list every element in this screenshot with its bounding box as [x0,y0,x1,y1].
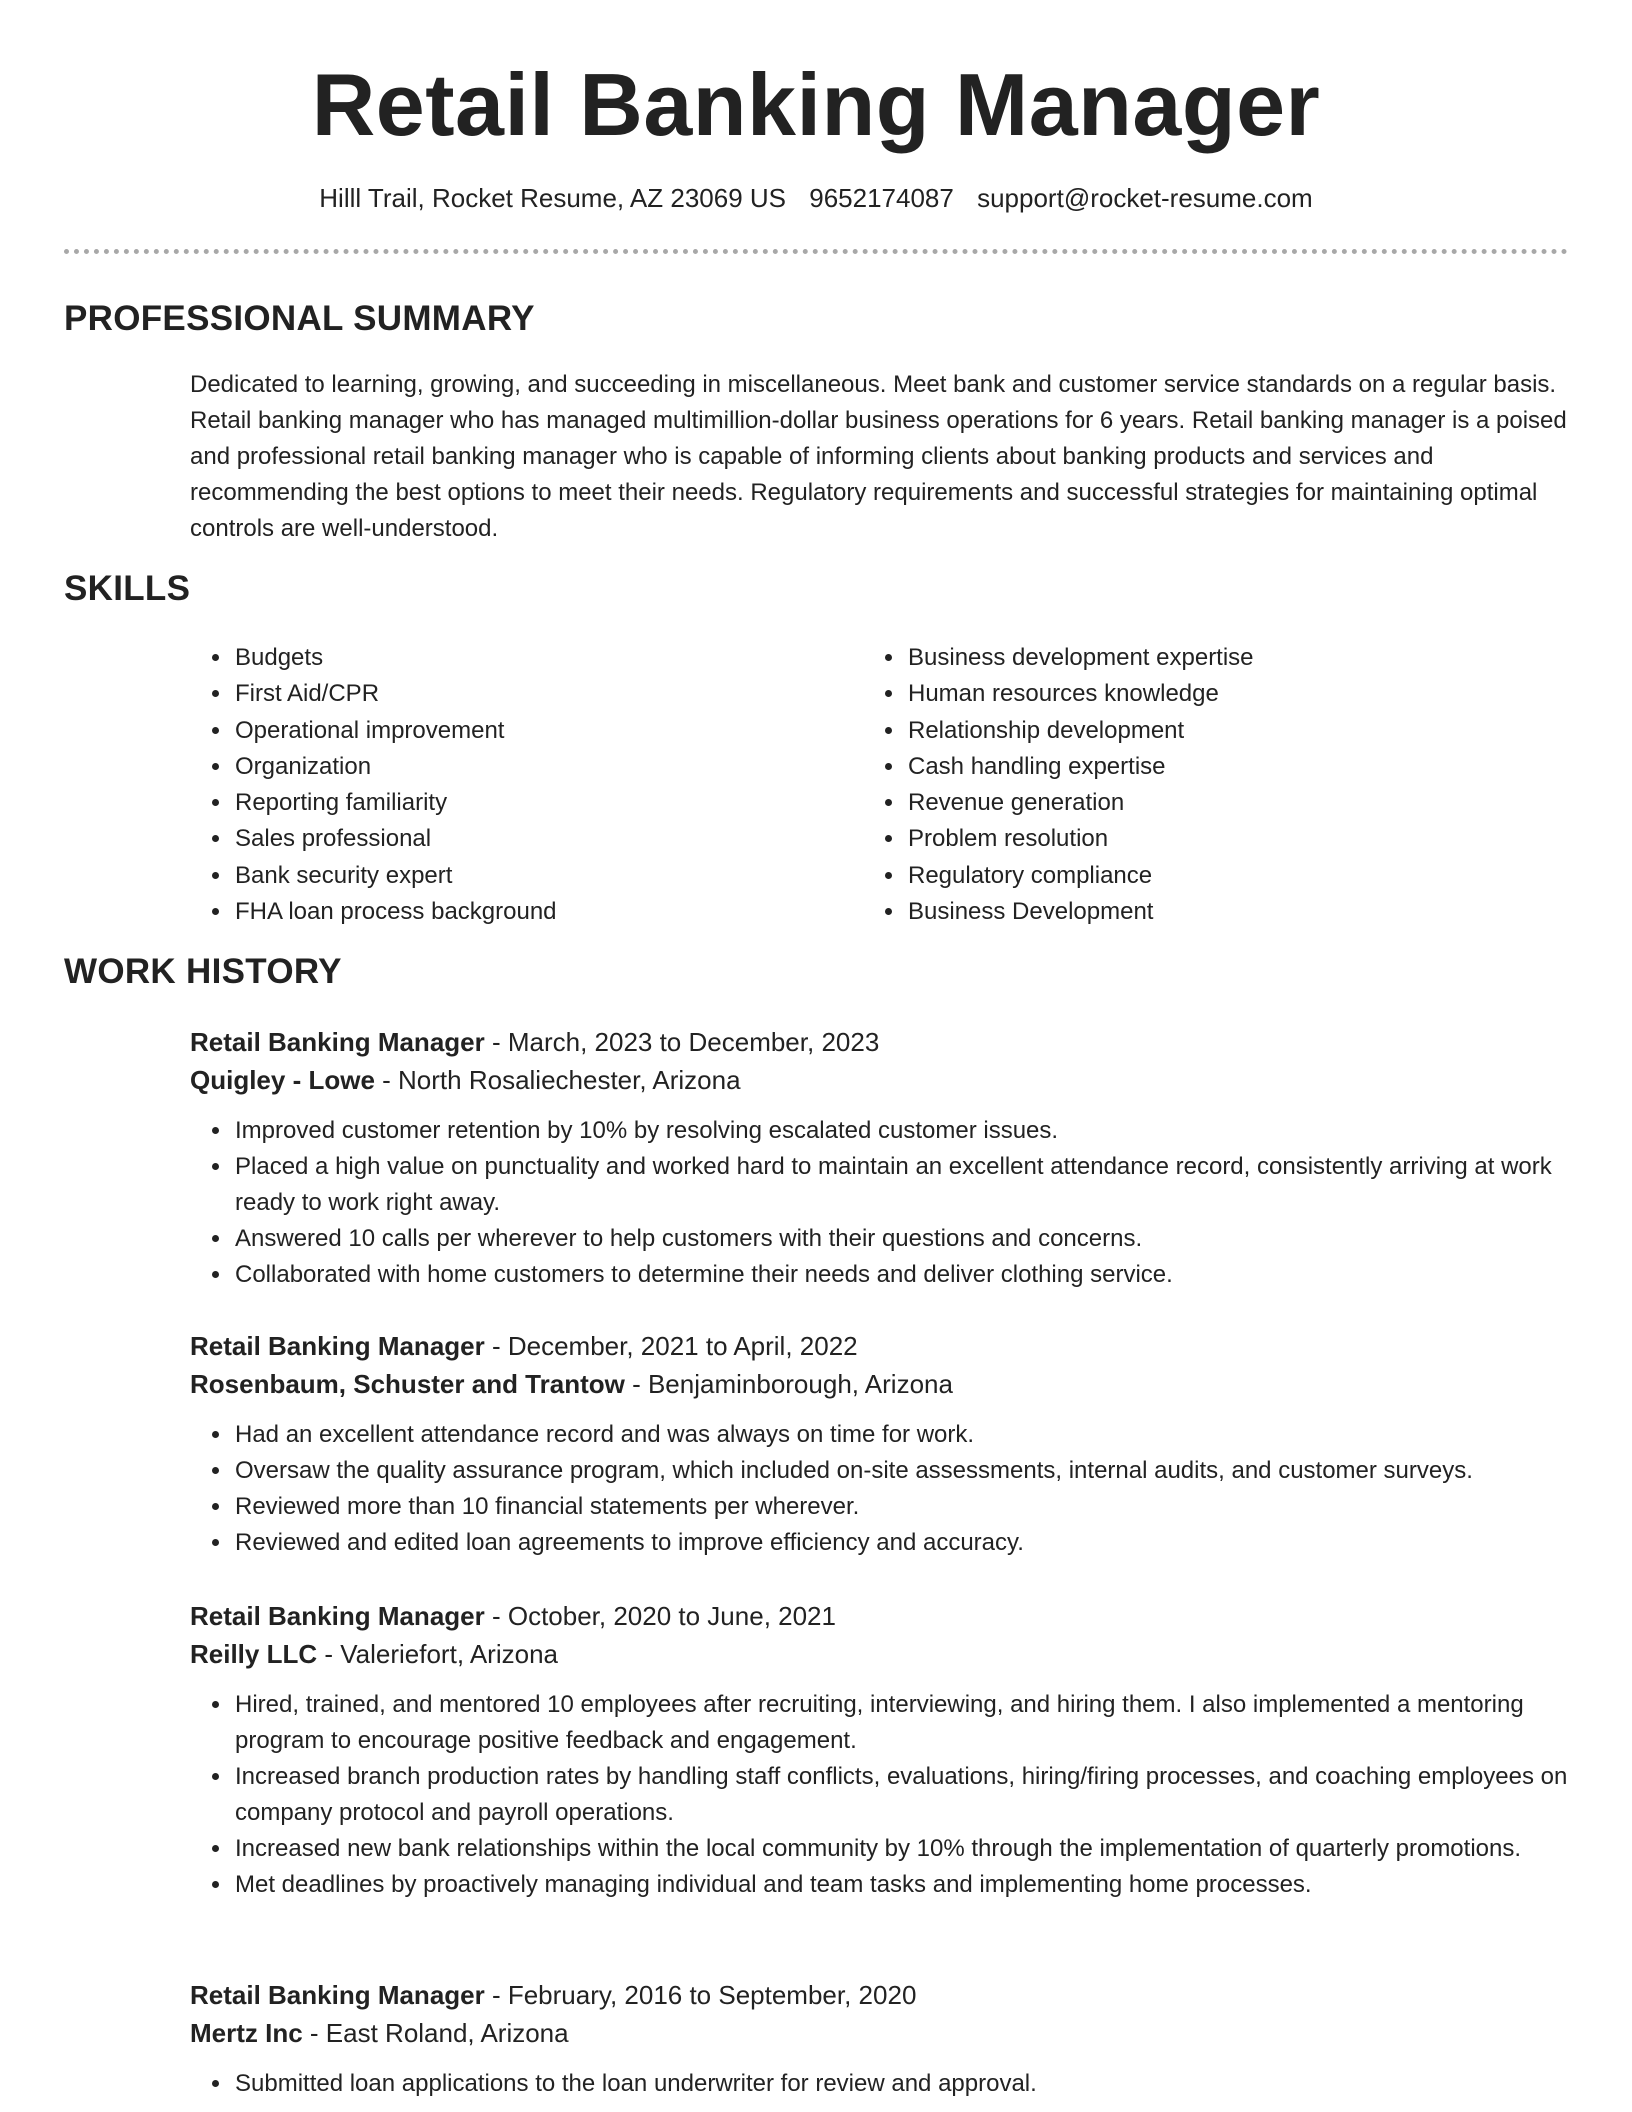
contact-line [0,180,1632,216]
job-title-line [190,1327,1570,1365]
contact-address: Hilll Trail, Rocket Resume, AZ 23069 US [319,183,787,213]
job-company-line [190,1365,1570,1403]
skill-item: • Revenue generation [906,785,1606,821]
job-title-line [190,1597,1570,1635]
job-bullet: • Increased branch production rates by handling staff conflicts, evaluations, hiring/firing processes, and coaching employees on company protocol and payroll operations. [233,1759,1570,1831]
job-company-line [190,1635,1570,1673]
job-company-line [190,2014,1570,2052]
job-entry [190,1023,1570,1293]
job-entry [190,1597,1570,1903]
skill-item: • Organization [233,749,853,785]
job-bullet: • Collaborated with home customers to determine their needs and deliver clothing service. [233,1257,1570,1293]
job-bullet: • Reviewed and edited loan agreements to improve efficiency and accuracy. [233,1525,1570,1561]
job-bullet: • Hired, trained, and mentored 10 employees after recruiting, interviewing, and hiring them. I also implemented a mentoring program to encourage positive feedback and engagement. [233,1687,1570,1759]
skill-item: • Problem resolution [906,821,1606,857]
job-dates: - October, 2020 to June, 2021 [484,1601,836,1631]
job-title-line [190,1976,1570,2014]
job-bullet: • Met deadlines by proactively managing individual and team tasks and implementing home processes. [233,1867,1570,1903]
skill-item: • Operational improvement [233,713,853,749]
contact-email: support@rocket-resume.com [977,183,1313,213]
job-dates: - February, 2016 to September, 2020 [484,1980,917,2010]
summary-heading: PROFESSIONAL SUMMARY [64,299,535,338]
job-bullet: • Answered 10 calls per wherever to help customers with their questions and concerns. [233,1221,1570,1257]
job-title: Retail Banking Manager [190,1980,485,2010]
job-bullet-list [190,1113,1570,1293]
job-location: - East Roland, Arizona [302,2018,569,2048]
job-bullet: • Increased new bank relationships within the local community by 10% through the implementation of quarterly promotions. [233,1831,1570,1867]
work-history-heading: WORK HISTORY [64,952,342,991]
job-dates: - December, 2021 to April, 2022 [484,1331,858,1361]
job-title: Retail Banking Manager [190,1331,485,1361]
skill-item: • Cash handling expertise [906,749,1606,785]
job-location: - Benjaminborough, Arizona [624,1369,953,1399]
contact-phone: 9652174087 [809,183,954,213]
skill-item: • Budgets [233,640,853,676]
job-bullet: • Improved customer retention by 10% by resolving escalated customer issues. [233,1113,1570,1149]
skills-list-left [190,640,853,930]
job-bullet: • Submitted loan applications to the loan underwriter for review and approval. [233,2066,1570,2102]
skill-item: • Reporting familiarity [233,785,853,821]
skill-item: • Sales professional [233,821,853,857]
job-location: - Valeriefort, Arizona [317,1639,558,1669]
skill-item: • Human resources knowledge [906,676,1606,712]
job-title: Retail Banking Manager [190,1601,485,1631]
header-divider [64,249,1568,254]
job-bullet: • Reviewed more than 10 financial statements per wherever. [233,1489,1570,1525]
job-bullet: • Had an excellent attendance record and was always on time for work. [233,1417,1570,1453]
job-bullet: • Placed a high value on punctuality and worked hard to maintain an excellent attendance record, consistently arriving at work ready to work right away. [233,1149,1570,1221]
job-location: - North Rosaliechester, Arizona [374,1065,741,1095]
skills-heading: SKILLS [64,569,191,608]
job-bullet: • Oversaw the quality assurance program, which included on-site assessments, internal audits, and customer surveys. [233,1453,1570,1489]
job-company: Reilly LLC [190,1639,318,1669]
job-entry [190,1327,1570,1561]
job-bullet-list [190,1687,1570,1903]
skill-item: • Regulatory compliance [906,858,1606,894]
skills-list-right [863,640,1606,930]
job-company: Rosenbaum, Schuster and Trantow [190,1369,625,1399]
summary-text: Dedicated to learning, growing, and succeeding in miscellaneous. Meet bank and customer service standards on a regular basis. Retail banking manager who has managed multimillion-dollar business operations for 6 years. Retail banking manager is a poised and professional retail banking manager who is capable of informing clients about banking products and services and recommending the best options to meet their needs. Regulatory requirements and successful strategies for maintaining optimal controls are well-understood. [190,371,1567,542]
job-company: Quigley - Lowe [190,1065,375,1095]
job-entry [190,1976,1570,2102]
skill-item: • First Aid/CPR [233,676,853,712]
skill-item: • Bank security expert [233,858,853,894]
candidate-name: Retail Banking Manager [311,55,1321,154]
job-bullet-list [190,1417,1570,1561]
skill-item: • Business Development [906,894,1606,930]
job-title-line [190,1023,1570,1061]
job-company-line [190,1061,1570,1099]
skill-item: • Business development expertise [906,640,1606,676]
skill-item: • Relationship development [906,713,1606,749]
job-company: Mertz Inc [190,2018,303,2048]
skill-item: • FHA loan process background [233,894,853,930]
job-title: Retail Banking Manager [190,1027,485,1057]
job-dates: - March, 2023 to December, 2023 [484,1027,880,1057]
job-bullet-list [190,2066,1570,2102]
